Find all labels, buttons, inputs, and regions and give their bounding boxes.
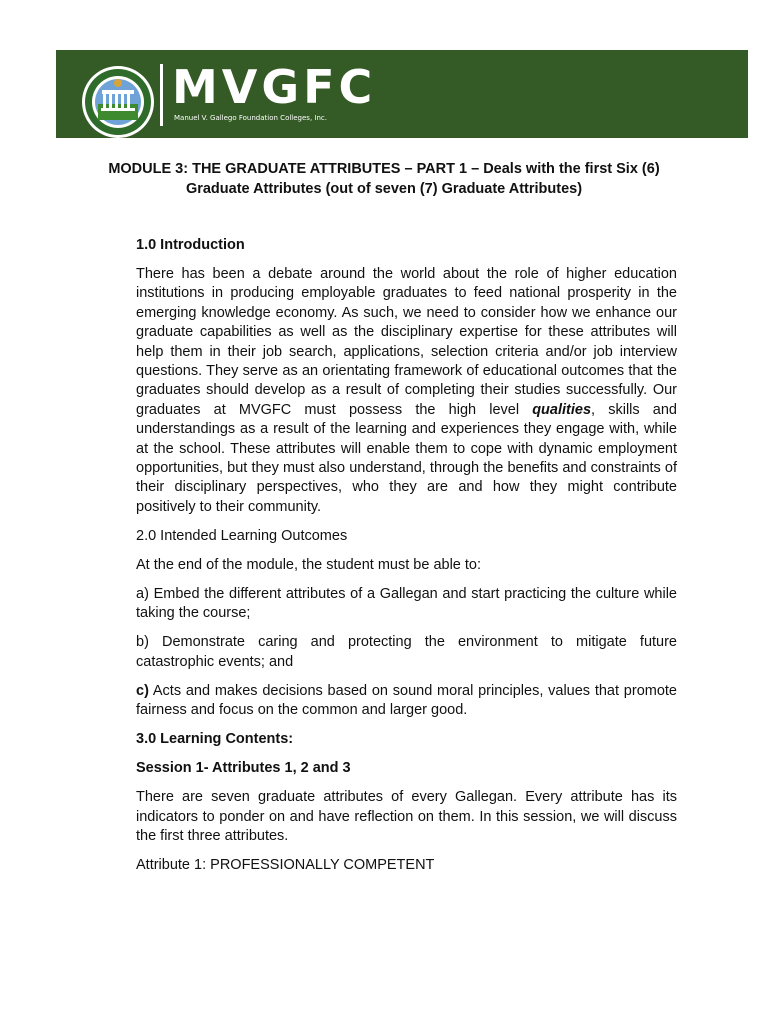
module-title-line2: Graduate Attributes (out of seven (7) Graduate Attributes) <box>185 181 583 197</box>
brand-name: MVGFC <box>172 60 377 114</box>
header-divider <box>160 64 163 126</box>
college-seal-icon <box>80 64 156 140</box>
introduction-paragraph <box>136 265 677 517</box>
attribute-1-title: Attribute 1: PROFESSIONALLY COMPETENT <box>136 856 435 873</box>
document-body <box>136 236 677 885</box>
module-title <box>80 159 688 199</box>
outcomes-heading: 2.0 Intended Learning Outcomes <box>136 527 348 544</box>
intro-text-before: There has been a debate around the world about the role of higher education institutions in producing employable graduates to feed national prosperity in the emerging knowledge economy. As such, we need to consider how we enhance our graduate capabilities as well as the disciplinary expertise for these attributes will help them in their job search, applications, selection criteria and/or job interview questions. They serve as an orientating framework of educational outcomes that the graduates should develop as a result of completing their studies successfully. Our graduates at MVGFC must possess the high level <box>136 266 677 418</box>
intro-emphasis: qualities <box>532 401 592 418</box>
intro-text-after: , skills and understandings as a result of the learning and experiences they engage with, while at the school. These attributes will enable them to cope with dynamic employment opportunities, but they must also understand, through the benefits and constraints of their disciplinary perspectives, who they are and how they might contribute positively to their community. <box>136 401 677 515</box>
outcomes-intro: At the end of the module, the student must be able to: <box>136 556 482 573</box>
outcome-item-b: b) Demonstrate caring and protecting the environment to mitigate future catastrophic events; and <box>136 634 677 670</box>
outcome-item-c-label: c) <box>136 682 149 699</box>
outcome-item-c <box>136 682 677 721</box>
session-heading: Session 1- Attributes 1, 2 and 3 <box>136 760 351 777</box>
session-paragraph: There are seven graduate attributes of every Gallegan. Every attribute has its indicators to ponder on and have reflection on them. In this session, we will discuss the first three attributes. <box>136 789 677 844</box>
contents-heading: 3.0 Learning Contents: <box>136 731 294 748</box>
introduction-heading: 1.0 Introduction <box>136 237 245 253</box>
outcome-item-a: a) Embed the different attributes of a Gallegan and start practicing the culture while taking the course; <box>136 585 677 622</box>
module-title-line1: MODULE 3: THE GRADUATE ATTRIBUTES – PART 1 – Deals with the first Six (6) <box>108 161 660 177</box>
outcome-item-c-text: Acts and makes decisions based on sound moral principles, values that promote fairness and focus on the common and larger good. <box>136 682 677 719</box>
brand-subtitle: Manuel V. Gallego Foundation Colleges, Inc. <box>174 114 327 122</box>
